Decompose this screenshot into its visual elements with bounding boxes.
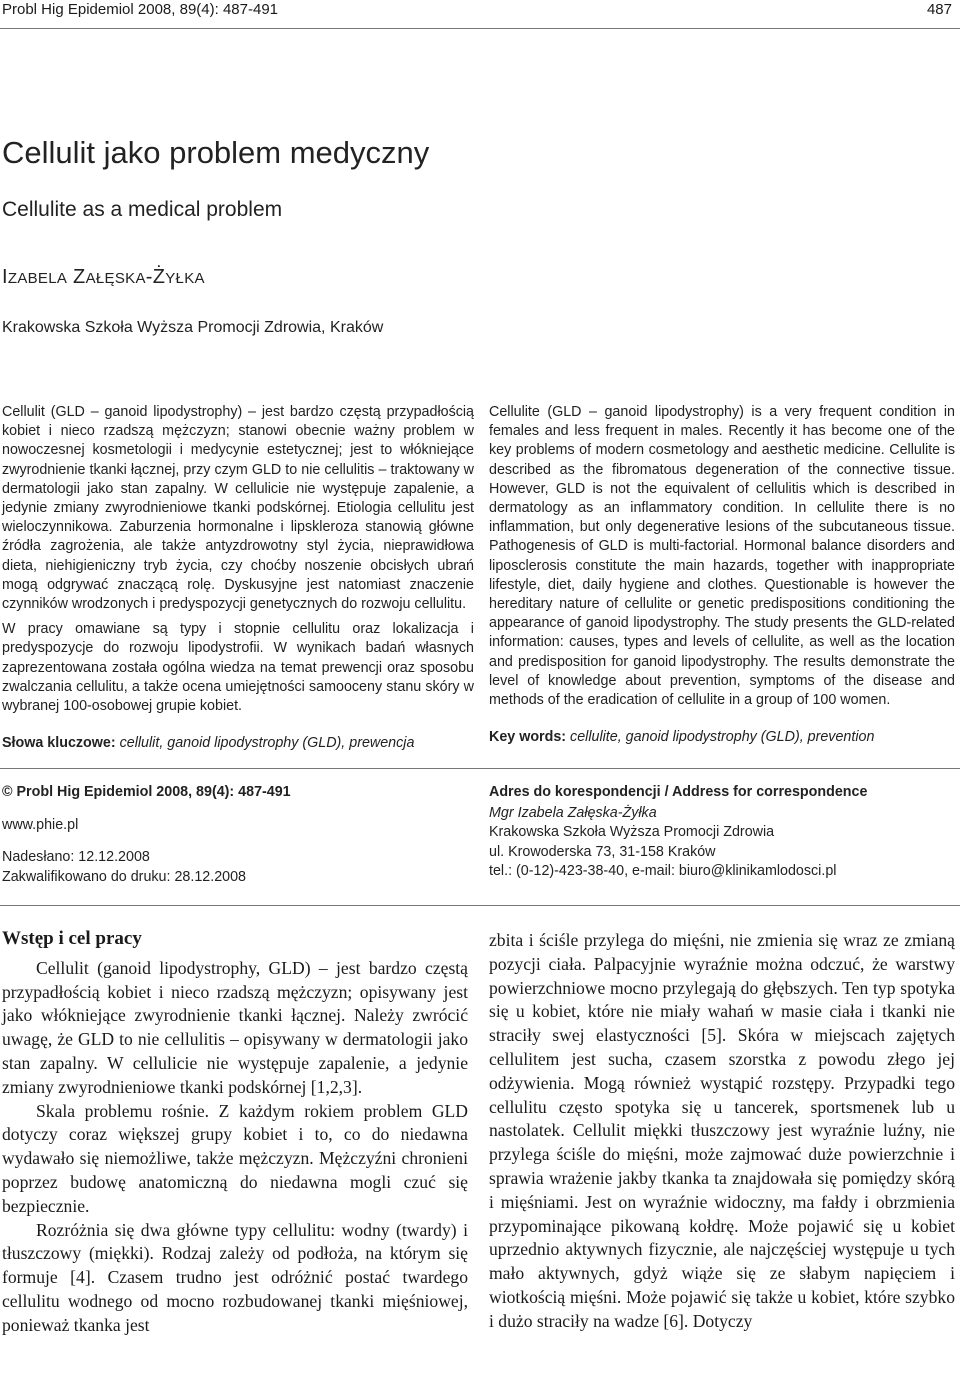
header-rule (0, 28, 960, 29)
body-paragraph-3: Rozróżnia się dwa główne typy cellulitu: wodny (twardy) i tłuszczowy (miękki). Rodzaj zależy od podłoża, na którym się formuje [4]. Czasem trudno jest odróżnić postać twardego cellulitu wodnego od mocno rozbudowanej tkanki mięśniowej, ponieważ tkanka jest (2, 1219, 468, 1335)
correspondence-institution: Krakowska Szkoła Wyższa Promocji Zdrowia (489, 824, 775, 840)
abstract-pl-paragraph-1: Cellulit (GLD – ganoid lipodystrophy) – jest bardzo częstą przypadłością kobiet i nieco rzadszą mężczyzn; stanowi obecnie ważny problem w nowoczesnej kosmetologii i medycynie estetycznej; jest to włókniejące zwyrodnienie tkanki łącznej, przy czym GLD to nie cellulitis – traktowany w dermatologii jako stan zapalny. W cellulicie nie występuje zapalenie, a jedynie zmiany zwyrodnieniowe tkanki podskórnej. Etiologia cellulitu jest wieloczynnikowa. Zaburzenia hormonalne i lipskleroza stanowią główne źródła zagrożenia, ale także antyzdrowotny styl życia, nieprawidłowa dieta, niehigieniczny tryb życia, czy choćby noszenie obcisłych ubrań mogą odgrywać znaczącą rolę. Dyskusyjne jest natomiast znaczenie czynników wrodzonych i predyspozycji genetycznych do rozwoju cellulitu. (2, 404, 474, 613)
keywords-pl-values: cellulit, ganoid lipodystrophy (GLD), prewencja (119, 735, 415, 751)
correspondence-street: ul. Krowoderska 73, 31-158 Kraków (489, 843, 716, 860)
correspondence-name: Mgr Izabela Załęska-Żyłka (489, 804, 657, 821)
correspondence-block (489, 783, 867, 882)
keywords-english (489, 729, 874, 745)
publication-info (2, 783, 291, 887)
copyright-line: © Probl Hig Epidemiol 2008, 89(4): 487-491 (2, 784, 291, 800)
accepted-date: Zakwalifikowano do druku: 28.12.2008 (2, 868, 246, 885)
body-column-right (489, 929, 955, 1334)
body-paragraph-continued: zbita i ściśle przylega do mięśni, nie zmienia się wraz ze zmianą pozycji ciała. Palpacyjnie wyraźnie można odczuć, że warstwy powierzchniowe mocno przylegają do głębszych. Ten typ spotyka się u kobiet, które nie miały wahań w masie ciała i tkanki nie straciły swej elastyczności [5]. Skóra w miejscach zajętych cellulitem jest sucha, czasem szorstka z powodu złego jej odżywienia. Mogą również wystąpić rozstępy. Przypadki tego cellulitu często spotyka się u tancerek, sportsmenek lub u nastolatek. Cellulit miękki tłuszczowy jest wyraźnie luźny, nie przylega ściśle do mięśni, może zajmować duże powierzchnie i sprawia wrażenie jakby tkanka ta znajdowała się pomiędzy skórą i mięśniami. Jest on wyraźnie widoczny, ma fałdy i obrzmienia przypominające pikowaną kołdrę. Może pojawić się u kobiet uprzednio aktywnych fizycznie, ale najczęściej występuje u tych mało aktywnych, gdyż wiąże się ze słabym napięciem i wiotkością mięśni. Może pojawić się także u kobiet, które szybko i dużo straciły na wadze [6]. Dotyczy (489, 930, 955, 1331)
running-header (0, 0, 960, 26)
keywords-pl-label: Słowa kluczowe: (2, 735, 120, 751)
section-heading: Wstęp i cel pracy (2, 928, 142, 949)
author-name (2, 266, 205, 289)
journal-reference: Probl Hig Epidemiol 2008, 89(4): 487-491 (2, 1, 278, 18)
keywords-polish (2, 735, 414, 751)
received-date: Nadesłano: 12.12.2008 (2, 849, 150, 865)
journal-website: www.phie.pl (2, 816, 79, 833)
body-paragraph-1: Cellulit (ganoid lipodystrophy, GLD) – jest bardzo częstą przypadłością kobiet i nieco rzadszą mężczyzn; opisywany jest jako włókniejące zwyrodnienie tkanki łącznej. Należy zwrócić uwagę, że GLD to nie cellulitis – opisywany w dermatologii jako stan zapalny. W cellulicie nie występuje zapalenie, a jedynie zmiany zwyrodnieniowe tkanki podskórnej [1,2,3]. (2, 957, 468, 1097)
body-divider-rule (0, 905, 960, 906)
keywords-en-values: cellulite, ganoid lipodystrophy (GLD), prevention (570, 729, 875, 745)
article-title: Cellulit jako problem medyczny (2, 135, 430, 170)
correspondence-heading: Adres do korespondencji / Address for correspondence (489, 784, 868, 800)
abstract-polish (2, 403, 474, 716)
article-subtitle: Cellulite as a medical problem (2, 198, 283, 221)
author-affiliation: Krakowska Szkoła Wyższa Promocji Zdrowia, Kraków (2, 319, 384, 336)
keywords-en-label: Key words: (489, 729, 571, 745)
page-number: 487 (926, 1, 952, 18)
body-column-left (2, 927, 468, 1338)
body-paragraph-2: Skala problemu rośnie. Z każdym rokiem problem GLD dotyczy coraz większej grupy kobiet i to, co do niedawna wydawało się niemożliwe, także mężczyzn. Mężczyźni chronieni poprzez budowę anatomiczną do niedawna mogli czuć się bezpiecznie. (2, 1100, 468, 1216)
abstract-divider-rule (0, 768, 960, 769)
abstract-en-paragraph-1: Cellulite (GLD – ganoid lipodystrophy) is a very frequent condition in females and less frequent in males. Recently it has become one of the key problems of modern cosmetology and aesthetic medicine. Cellulite is described as the fibromatous degeneration of the connective tissue. However, GLD is not the equivalent of cellulitis which is described in dermatology as an inflammatory condition. In cellulite there is no inflammation, but only degenerative lesions of the subcutaneous tissue. Pathogenesis of GLD is multi-factorial. Hormonal balance disorders and liposclerosis constitute the main hazards, together with inappropriate lifestyle, diet, daily hygiene and clothes. Questionable is however the hereditary nature of cellulite or genetic predispositions conditioning the appearance of ganoid lipodystrophy. The study presents the GLD-related information: causes, types and levels of cellulite, as well as the location and predisposition for ganoid lipodystrophy. The results demonstrate the level of knowledge about prevention, symptoms of the disease and methods of the eradication of cellulite in a group of 100 women. (489, 404, 955, 709)
author-name-text: IZABELA ZAŁĘSKA-ŻYŁKA (2, 266, 205, 288)
abstract-english (489, 403, 955, 710)
correspondence-contact: tel.: (0-12)-423-38-40, e-mail: biuro@klinikamlodosci.pl (489, 863, 837, 879)
abstract-pl-paragraph-2: W pracy omawiane są typy i stopnie cellulitu oraz lokalizacja i predyspozycje do rozwoju lipodystrofii. W wynikach badań własnych zaprezentowana została ogólna wiedza na temat prewencji oraz sposobu zwalczania cellulitu, a także ocena umiejętności samooceny stanu skóry w wybranej 100-osobowej grupie kobiet. (2, 621, 474, 715)
